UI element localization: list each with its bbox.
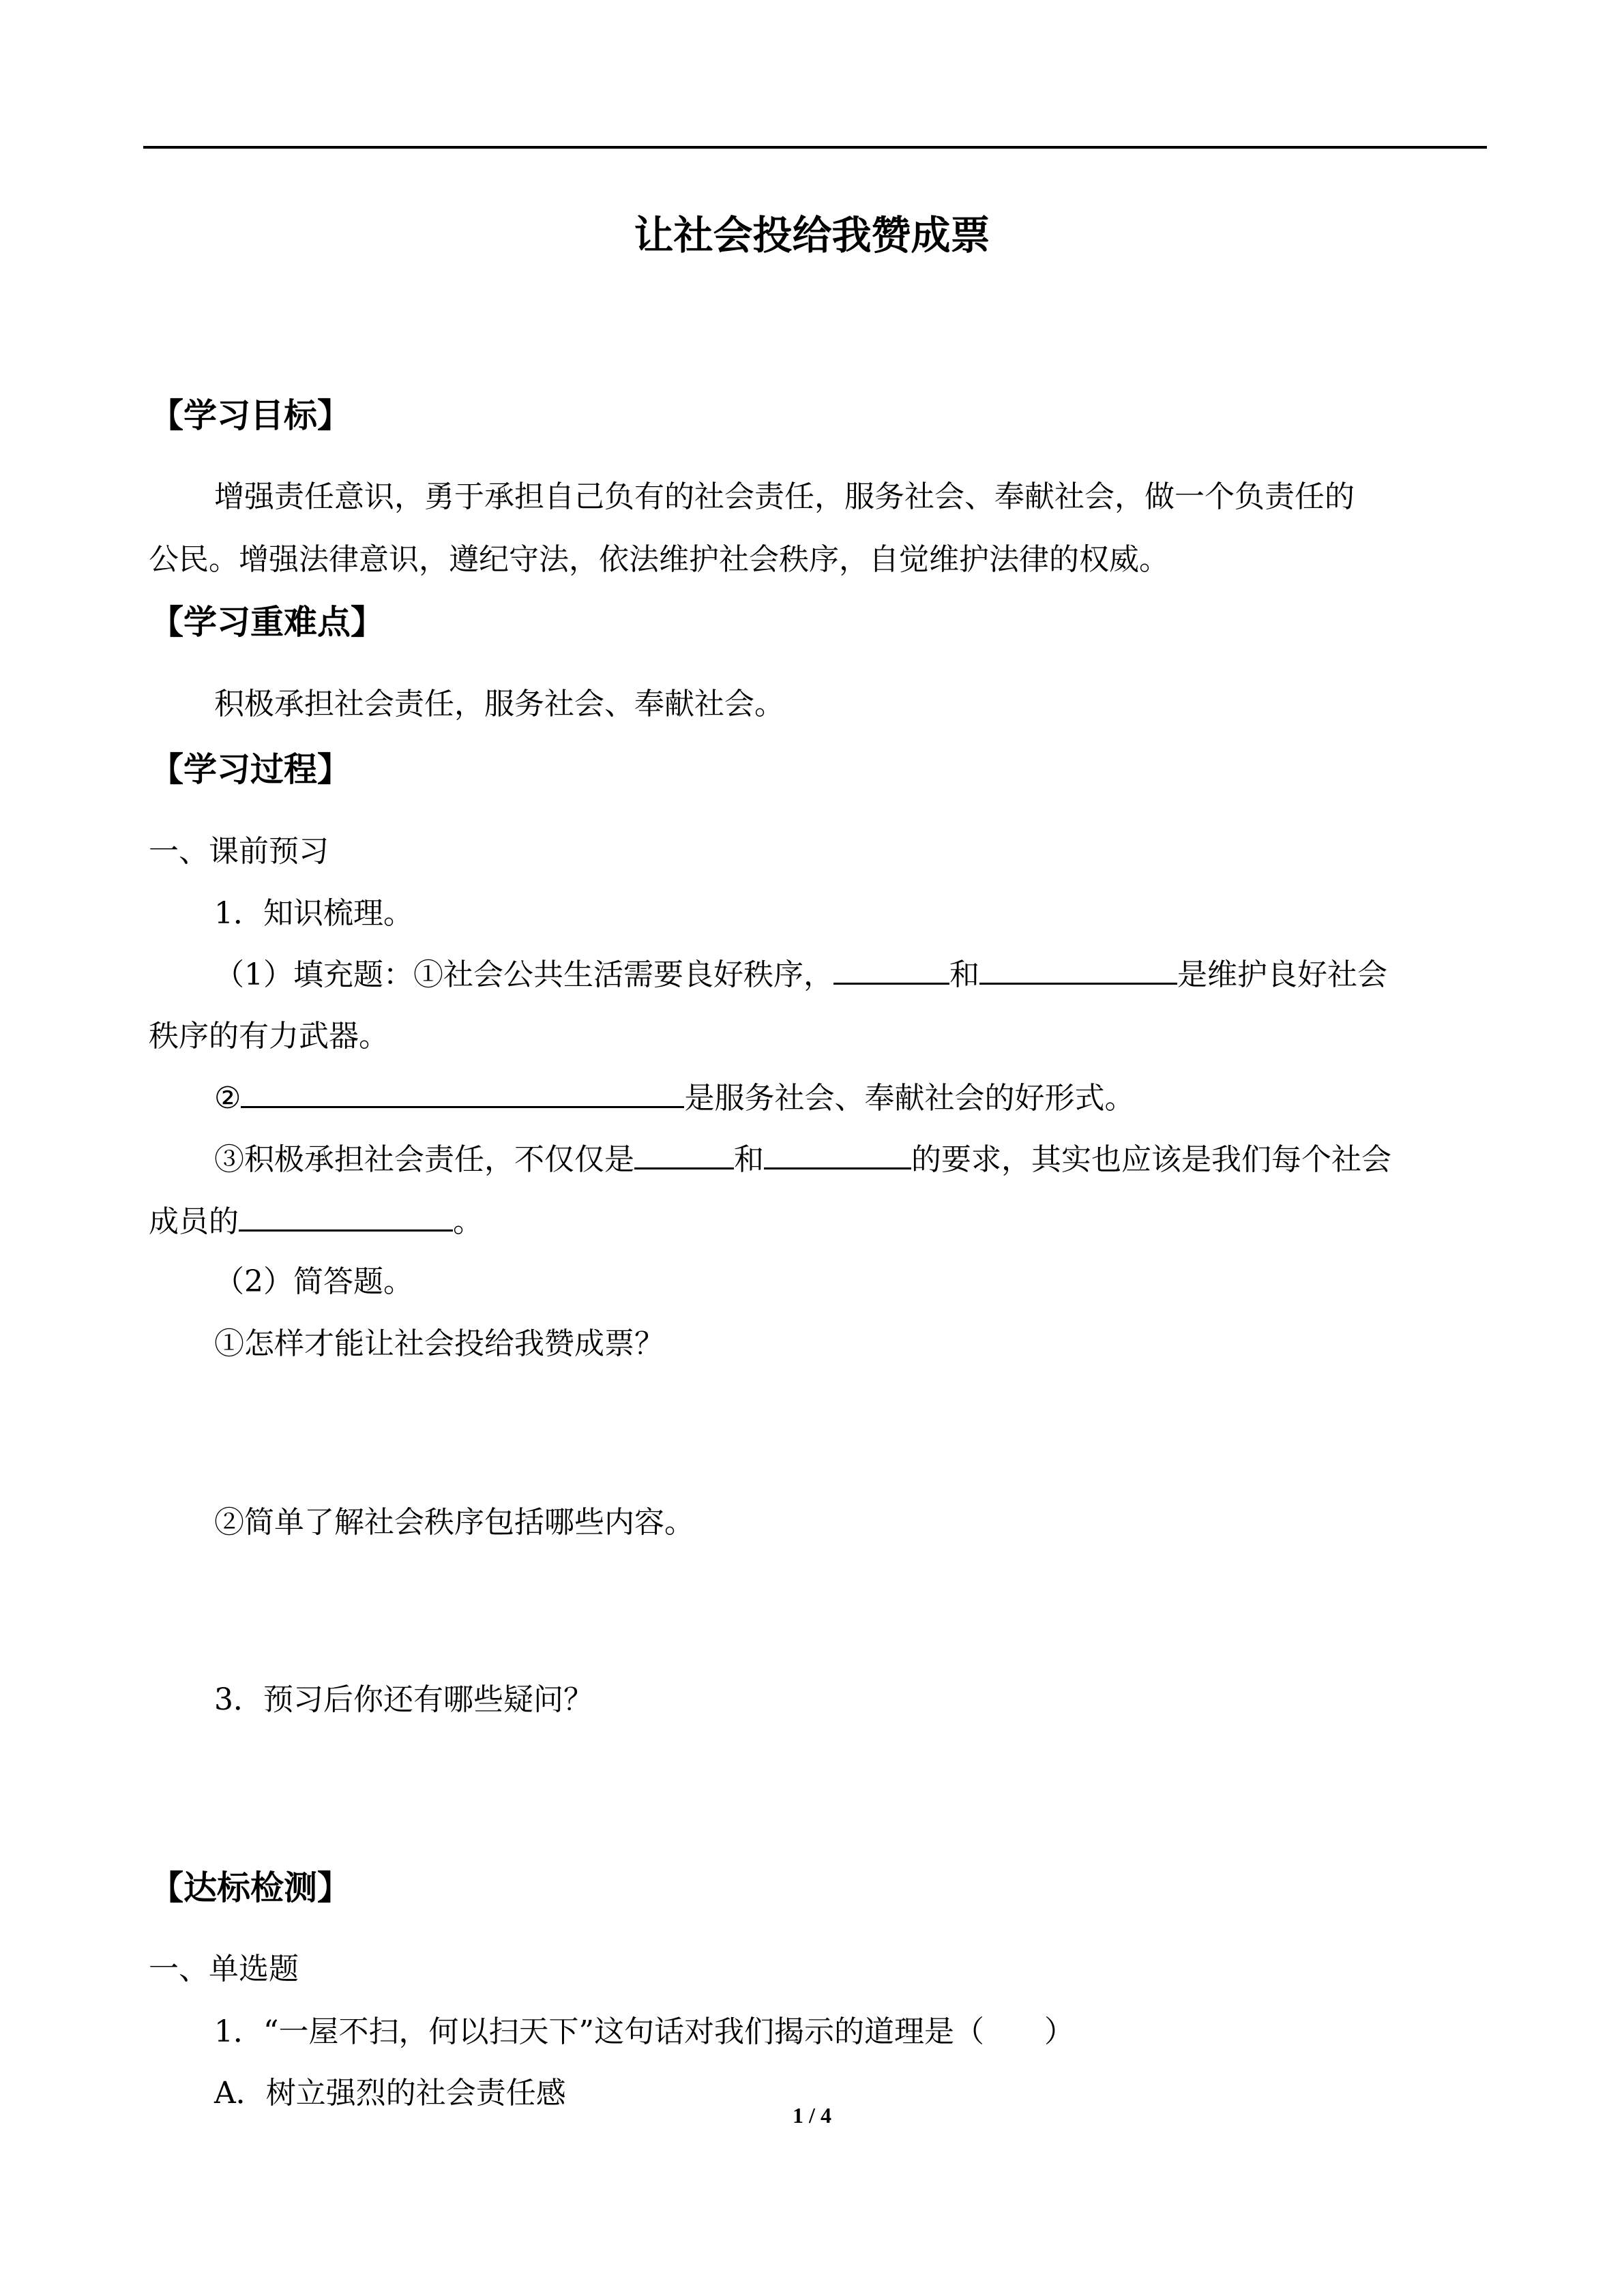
document-title: 让社会投给我赞成票 <box>634 212 990 258</box>
fill-q1-text-b: 是维护良好社会 <box>1177 957 1387 992</box>
fill-question-1 <box>214 953 1387 997</box>
fill-blank[interactable] <box>241 1079 684 1108</box>
heading-assessment: 【达标检测】 <box>150 1868 351 1907</box>
goals-paragraph-line2: 公民。增强法律意识，遵纪守法，依法维护社会秩序，自觉维护法律的权威。 <box>149 542 1169 577</box>
heading-learning-process: 【学习过程】 <box>150 750 351 789</box>
preview-questions-item: 3．预习后你还有哪些疑问？ <box>214 1682 593 1717</box>
short-answer-question-2: ②简单了解社会秩序包括哪些内容。 <box>214 1505 694 1540</box>
fill-blank[interactable] <box>833 955 949 985</box>
fill-q3-and: 和 <box>734 1142 764 1177</box>
fill-q3-text-c: 成员的 <box>149 1204 239 1239</box>
fill-q3-text-a: ③积极承担社会责任，不仅仅是 <box>214 1142 634 1177</box>
fill-question-3 <box>214 1138 1391 1182</box>
fill-blank[interactable] <box>239 1202 453 1232</box>
fill-blank[interactable] <box>979 955 1177 985</box>
short-answer-label: （2）简答题。 <box>214 1264 413 1299</box>
fill-q3-end: 。 <box>453 1204 483 1239</box>
item-knowledge-review: 1．知识梳理。 <box>214 896 413 931</box>
fill-q2-text: 是服务社会、奉献社会的好形式。 <box>684 1081 1135 1116</box>
goals-paragraph-line1: 增强责任意识，勇于承担自己负有的社会责任，服务社会、奉献社会，做一个负责任的 <box>214 479 1355 514</box>
part-single-choice-label: 一、单选题 <box>149 1952 299 1986</box>
fill-blank[interactable] <box>634 1140 734 1169</box>
heading-learning-goals: 【学习目标】 <box>150 396 351 435</box>
fill-q2-marker: ② <box>214 1081 241 1116</box>
fill-q1-text-a: （1）填充题：①社会公共生活需要良好秩序， <box>214 957 833 992</box>
question-1: 1．“一屋不扫，何以扫天下”这句话对我们揭示的道理是（ ） <box>214 2014 1074 2049</box>
fill-question-2 <box>214 1077 1134 1120</box>
fill-q3-text-b: 的要求，其实也应该是我们每个社会 <box>911 1142 1391 1177</box>
part-preview-label: 一、课前预习 <box>149 834 329 869</box>
page-number: 1 / 4 <box>793 2103 831 2128</box>
header-rule <box>143 146 1487 149</box>
fill-question-1-continued: 秩序的有力武器。 <box>149 1019 389 1054</box>
short-answer-question-1: ①怎样才能让社会投给我赞成票？ <box>214 1326 664 1361</box>
fill-blank[interactable] <box>764 1140 911 1169</box>
heading-key-points: 【学习重难点】 <box>150 603 385 642</box>
fill-q1-and: 和 <box>949 957 979 992</box>
key-points-paragraph: 积极承担社会责任，服务社会、奉献社会。 <box>214 687 784 721</box>
question-1-option-a: A．树立强烈的社会责任感 <box>214 2076 566 2111</box>
fill-question-3-continued <box>149 1200 483 1244</box>
